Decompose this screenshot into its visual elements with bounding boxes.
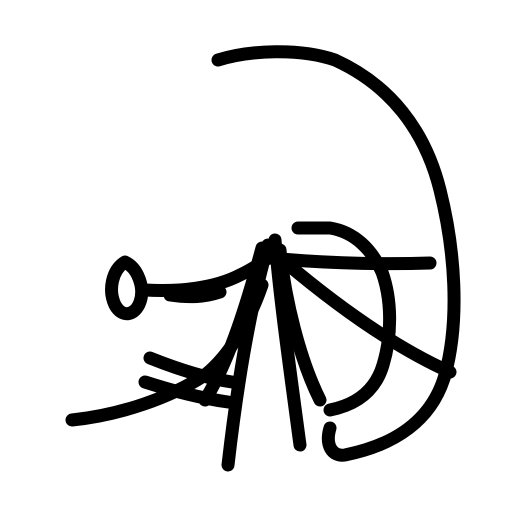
short-arm-stroke bbox=[170, 292, 220, 297]
